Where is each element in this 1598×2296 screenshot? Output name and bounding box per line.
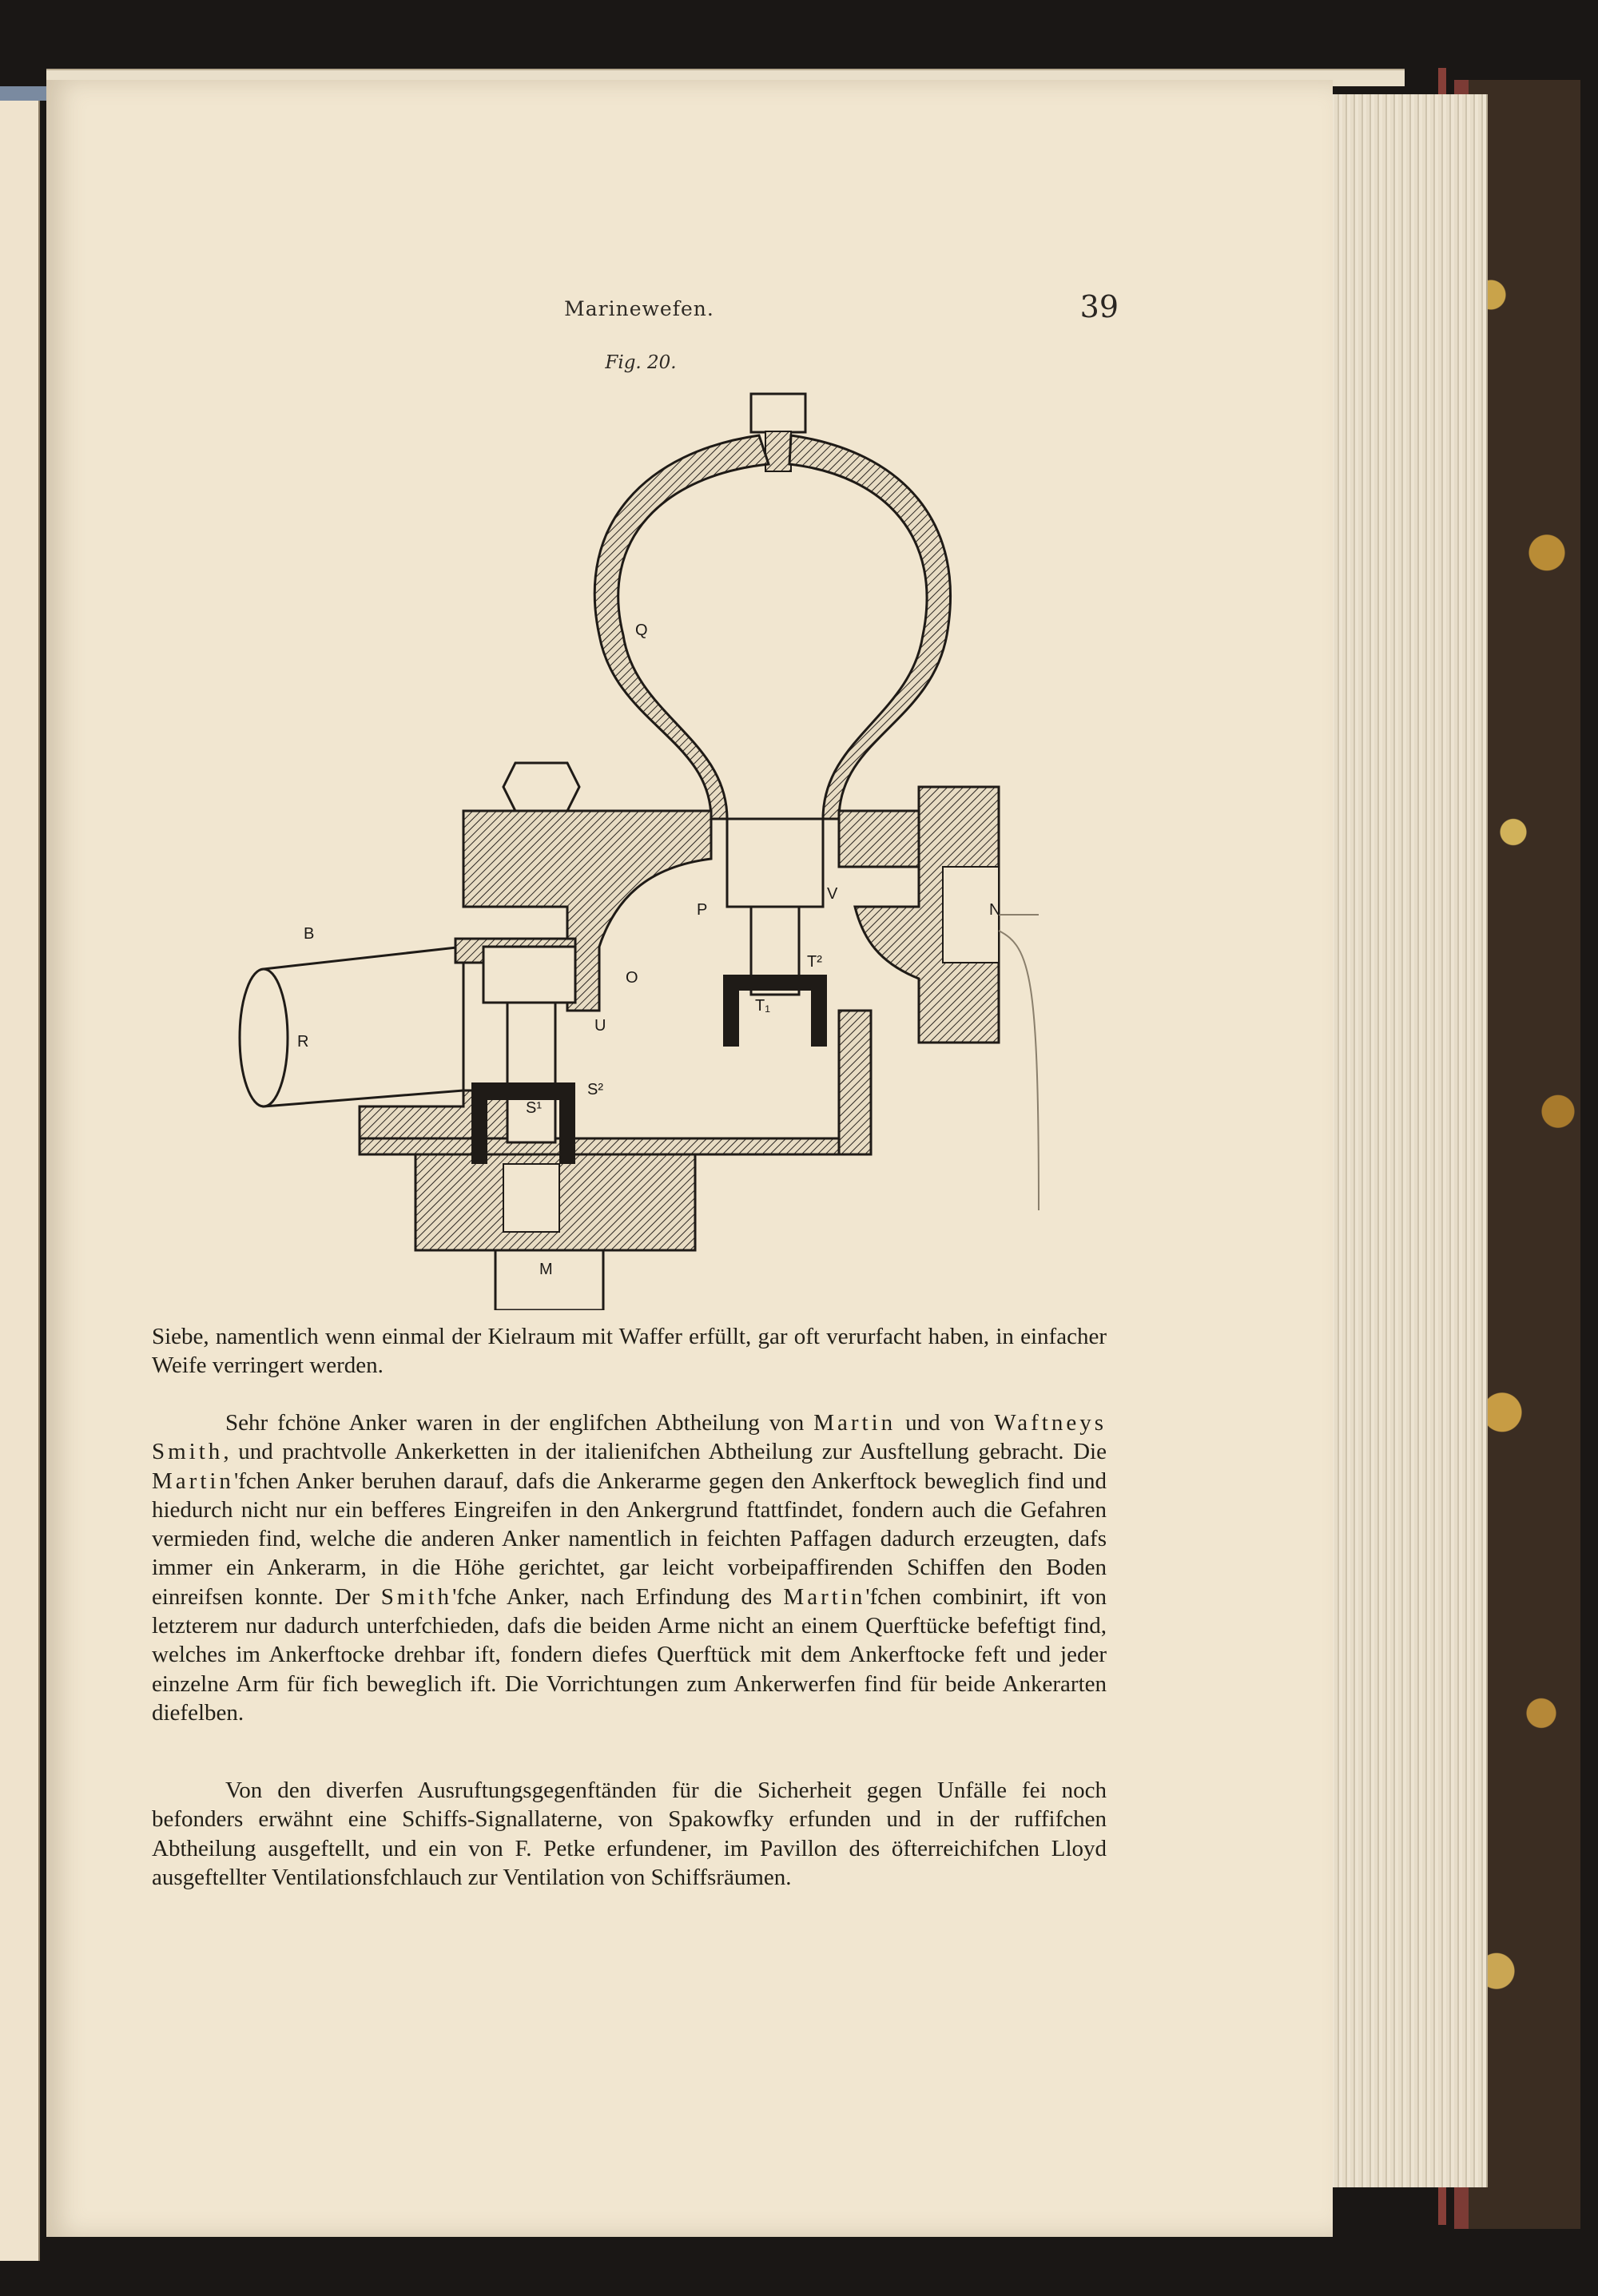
valve-body-flange <box>839 811 919 867</box>
bulb-right-wall <box>789 435 951 819</box>
label-s1: S¹ <box>526 1099 542 1117</box>
riser-channel <box>839 1011 871 1154</box>
label-v: V <box>827 885 838 903</box>
label-b: B <box>304 925 315 943</box>
paragraph-1: Siebe, namentlich wenn einmal der Kielraum mit Waffer erfüllt, gar oft verurfacht haben, in einfacher Weife verringert werden. <box>152 1324 1107 1379</box>
name-martin-2: Martin <box>152 1468 234 1494</box>
paragraph-3: Von den diverfen Ausruftungsgegenftänden für die Sicherheit gegen Unfälle fei noch befonders erwähnt eine Schiffs-Signallaterne, von Spakowfky erfunden und in der ruffifchen Abtheilung ausgeftellt, und ein von F. Petke erfundener, im Pavillon des öfterreichifchen Lloyd ausgeftellter Ventilationsfchlauch zur Ventilation von Schiffsräumen. <box>152 1778 1107 1890</box>
label-n: N <box>989 901 1001 919</box>
lower-channel <box>360 1138 871 1154</box>
outlet-pipe-outline <box>999 915 1039 1210</box>
lower-valve-ring-right <box>559 1100 575 1164</box>
lower-valve-guide <box>483 947 575 1003</box>
label-m: M <box>539 1261 553 1278</box>
inlet-pipe-mouth <box>240 969 288 1106</box>
top-nut <box>751 394 805 432</box>
running-head: Marinewefen. <box>564 297 714 320</box>
paragraph-2-text-c: , und prachtvolle Ankerketten in der italienifchen Abtheilung zur Ausftellung gebracht. Die <box>223 1439 1107 1465</box>
label-q: Q <box>635 622 648 639</box>
paragraph-2-text-f: 'fchen combinirt, ift von letzterem nur dadurch unterfchieden, dafs die beiden Arme nicht an einem Querftücke befeftigt find, welches im Ankerftocke drehbar ift, fondern diefes Querftück mit dem Ankerftocke feft und jeder einzelne Arm für fich beweglich ift. Die Vorrichtungen zum Ankerwerfen find für beide Ankerarten diefelben. <box>152 1583 1107 1726</box>
paragraph-2-text-b: und von <box>896 1410 995 1436</box>
upper-valve-seat <box>723 975 827 991</box>
page-stack-edge <box>1326 94 1488 2187</box>
plug-nut <box>503 763 579 811</box>
upper-valve-guide <box>727 819 823 907</box>
label-t1: T₁ <box>755 997 770 1015</box>
name-waftneys-smith: Waftneys Smith <box>152 1410 1107 1465</box>
paragraph-2-text-d: 'fchen Anker beruhen darauf, dafs die Ankerarme gegen den Ankerftock beweglich find und hiedurch nicht nur ein befferes Eingreifen in den Ankergrund ftattfindet, fondern auch die Gefahren vermieden find, welche die anderen Anker namentlich in feichten Paffagen dadurch erzeugten, dafs immer ein Ankerarm, in die Höhe gerichtet, gar leicht vorbeipaffirenden Schiffen den Boden einreifsen konnte. Der <box>152 1468 1107 1610</box>
top-thread <box>765 431 791 471</box>
label-r: R <box>297 1033 309 1051</box>
page-number: 39 <box>1079 289 1119 324</box>
label-u: U <box>594 1017 606 1035</box>
upper-valve-ring-left <box>723 991 739 1047</box>
label-o: O <box>626 969 638 987</box>
bulb-left-wall <box>594 435 769 819</box>
outlet-pipe-m <box>495 1250 603 1310</box>
lower-valve-ring-left <box>471 1100 487 1164</box>
paragraph-2-text-a: Sehr fchöne Anker waren in der englifchen Abtheilung von <box>225 1410 814 1436</box>
name-smith: Smith <box>380 1583 453 1610</box>
lower-valve-stem <box>507 1003 555 1142</box>
upper-valve-ring-right <box>811 991 827 1047</box>
left-page-edge <box>0 88 40 2261</box>
name-martin-3: Martin <box>783 1583 866 1610</box>
paragraph-2-text-e: 'fche Anker, nach Erfindung des <box>452 1583 784 1610</box>
lower-valve-seat <box>471 1082 575 1100</box>
valve-diagram <box>200 387 1079 1310</box>
label-s2: S² <box>587 1081 603 1098</box>
label-p: P <box>697 901 708 919</box>
inlet-pipe <box>264 947 463 1106</box>
valve-figure <box>200 387 1079 1310</box>
lower-valve-bore <box>503 1164 559 1232</box>
name-martin: Martin <box>813 1410 896 1436</box>
paragraph-2 <box>152 1408 1107 1727</box>
label-t2: T² <box>807 953 822 971</box>
figure-caption: Fig. 20. <box>605 352 677 373</box>
